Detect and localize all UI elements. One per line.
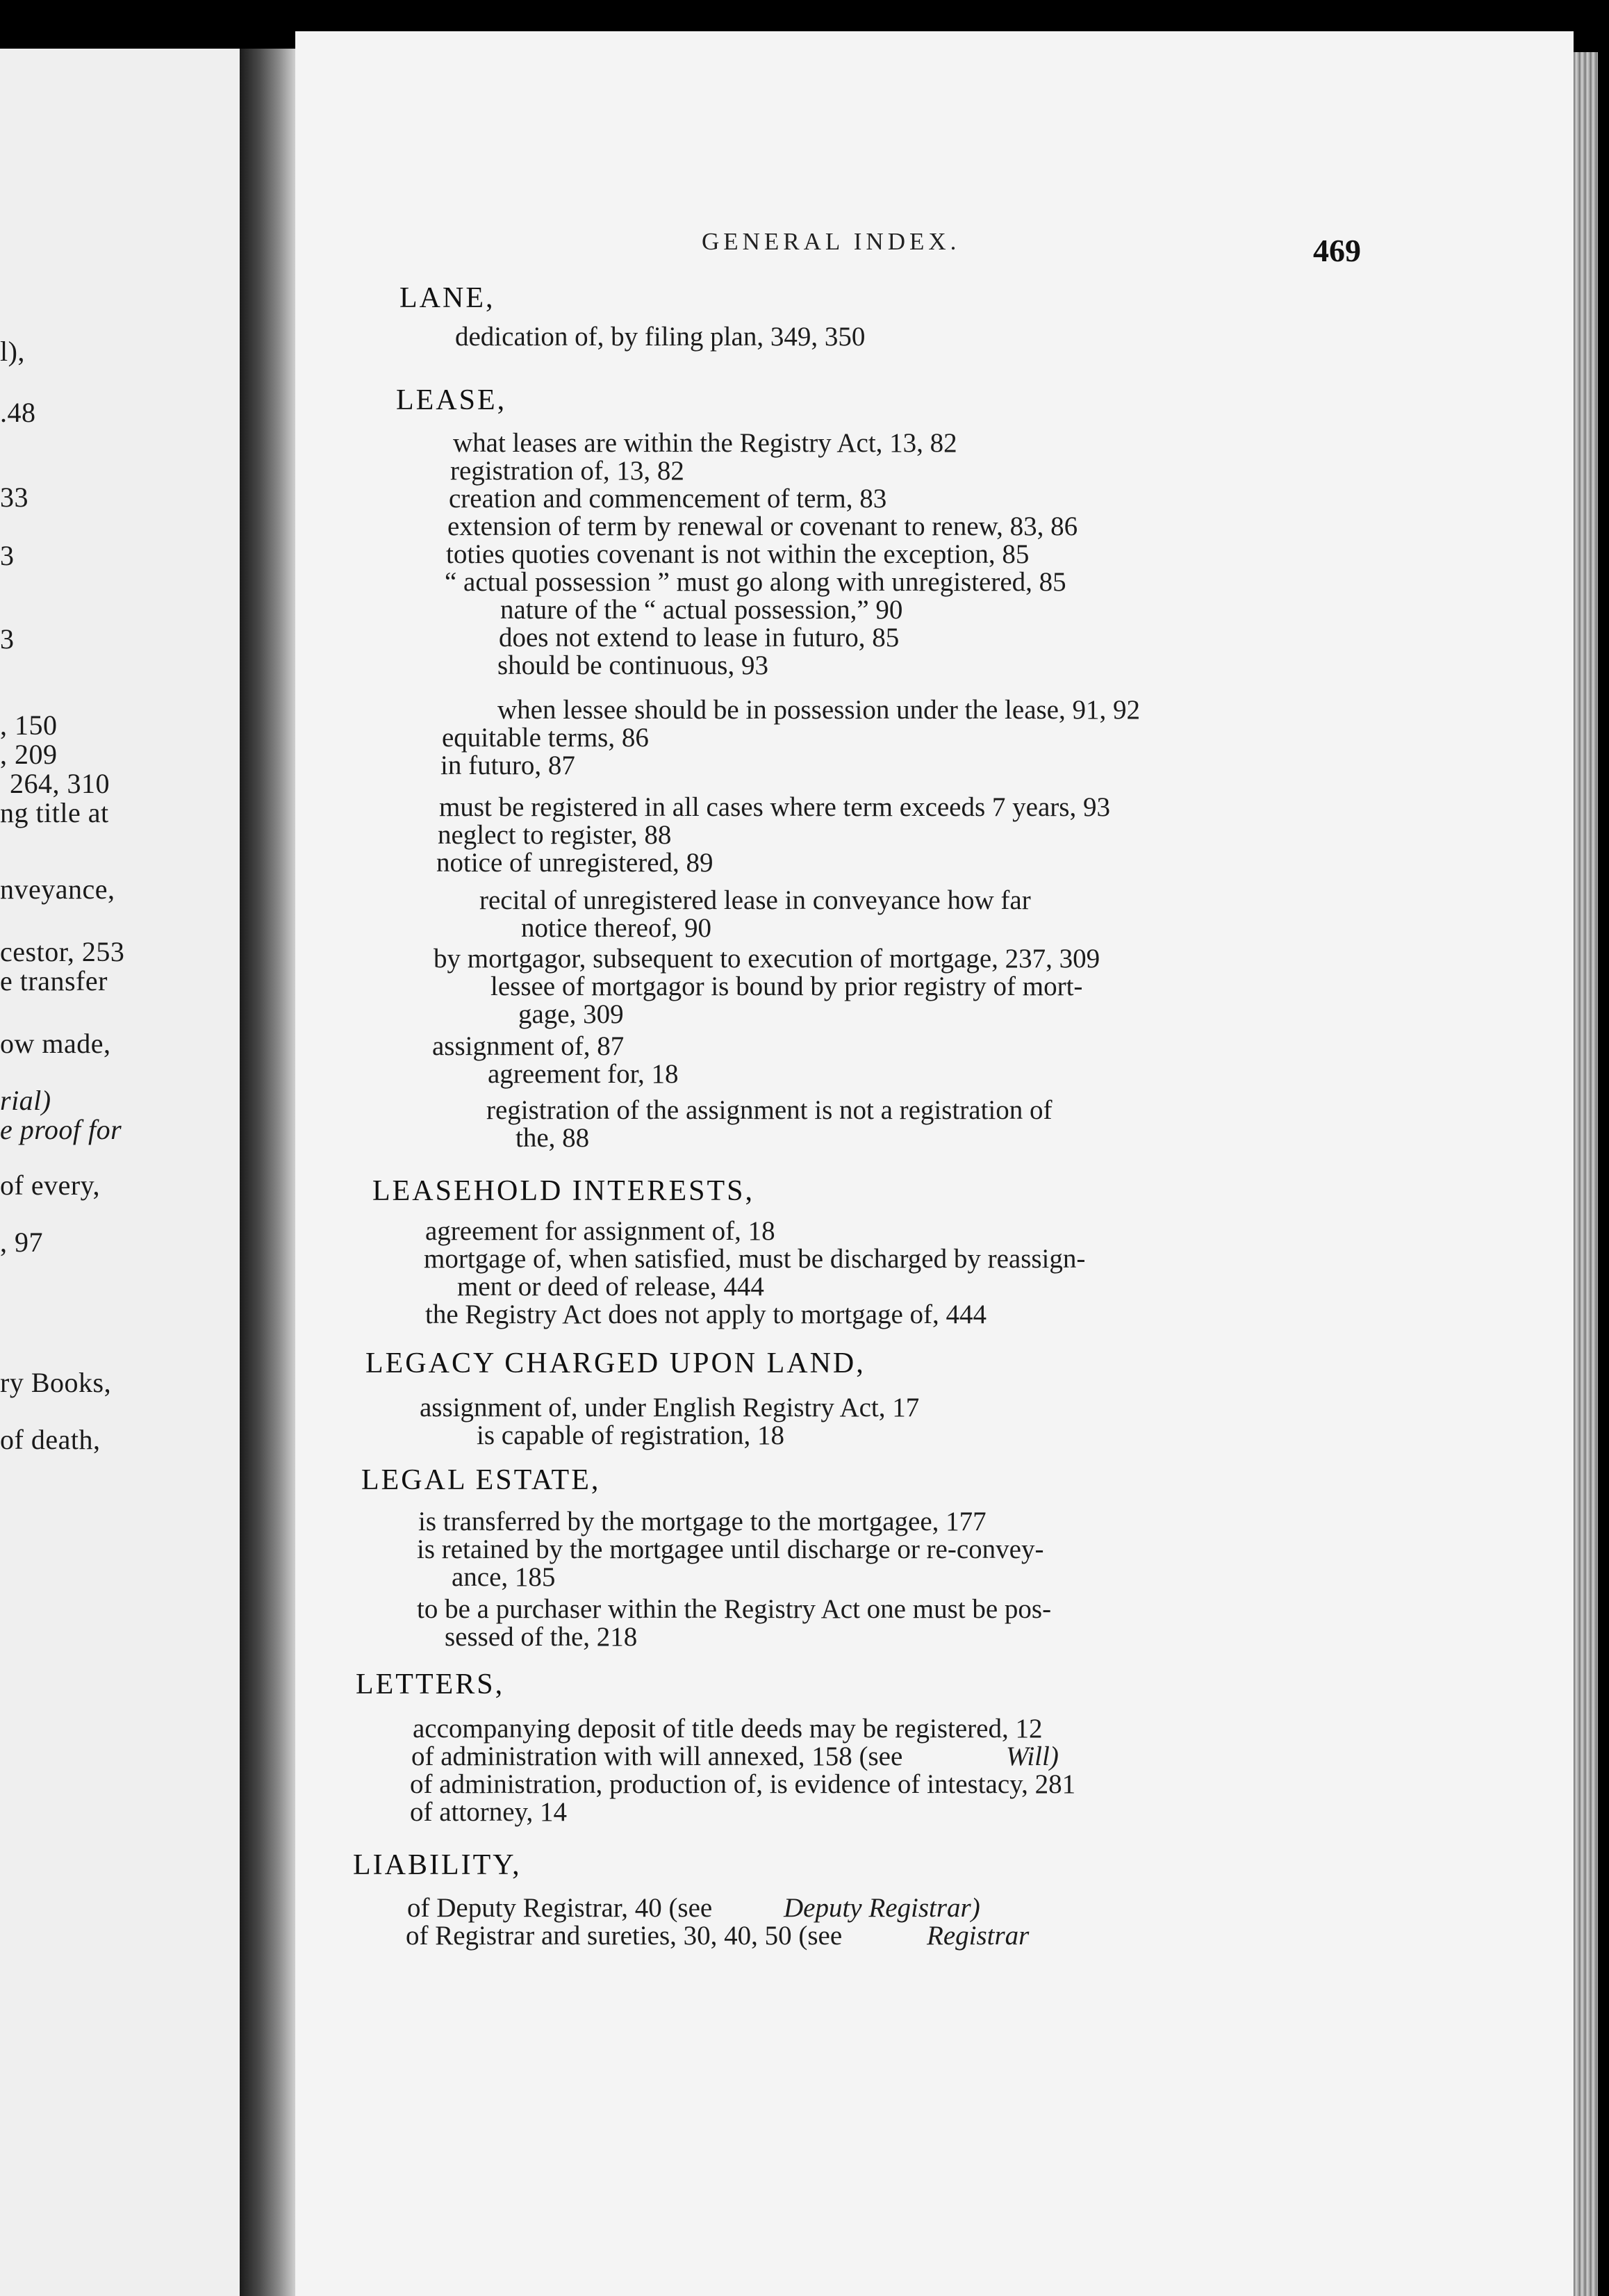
index-entry: what leases are within the Registry Act, 13, 82: [453, 428, 957, 458]
index-heading: LEASEHOLD INTERESTS,: [372, 1175, 754, 1207]
index-entry: in futuro, 87: [440, 751, 575, 780]
index-entry: must be registered in all cases where term exceeds 7 years, 93: [439, 792, 1110, 822]
index-entry: when lessee should be in possession under the lease, 91, 92: [497, 695, 1140, 725]
index-heading: LANE,: [399, 282, 495, 314]
left-facing-page: [0, 49, 240, 2296]
left-fragment: , 97: [0, 1227, 43, 1258]
index-entry: accompanying deposit of title deeds may be registered, 12: [413, 1714, 1043, 1744]
left-fragment: , 209: [0, 739, 58, 770]
index-entry: registration of, 13, 82: [450, 456, 684, 486]
index-entry: is capable of registration, 18: [477, 1420, 784, 1450]
left-fragment: of every,: [0, 1170, 101, 1201]
left-fragment: e transfer: [0, 965, 108, 997]
index-entry: of administration with will annexed, 158 (see: [411, 1741, 903, 1771]
index-heading: LETTERS,: [356, 1668, 505, 1700]
index-page: [295, 31, 1574, 2296]
index-entry: equitable terms, 86: [442, 723, 649, 753]
left-fragment: , 150: [0, 710, 58, 741]
index-entry: lessee of mortgagor is bound by prior registry of mort-: [490, 971, 1083, 1001]
left-fragment: 264, 310: [10, 768, 110, 799]
index-entry: recital of unregistered lease in conveyance how far: [479, 885, 1031, 915]
index-heading: LEGACY CHARGED UPON LAND,: [365, 1347, 866, 1379]
index-entry: creation and commencement of term, 83: [449, 484, 887, 514]
index-entry: agreement for, 18: [488, 1059, 679, 1089]
index-entry: does not extend to lease in futuro, 85: [499, 623, 900, 653]
index-entry: dedication of, by filing plan, 349, 350: [455, 322, 866, 352]
index-entry: sessed of the, 218: [445, 1622, 638, 1652]
index-heading: LEGAL ESTATE,: [361, 1464, 601, 1496]
left-fragment: ng title at: [0, 797, 109, 828]
left-fragment: cestor, 253: [0, 936, 125, 967]
page-edges: [1574, 52, 1598, 2296]
index-entry: mortgage of, when satisfied, must be discharged by reassign-: [424, 1244, 1086, 1274]
index-entry-italic: Will): [1006, 1741, 1059, 1771]
index-entry: the, 88: [515, 1123, 590, 1153]
left-fragment: .48: [0, 397, 36, 428]
index-entry: toties quoties covenant is not within the exception, 85: [446, 539, 1030, 569]
index-entry: gage, 309: [518, 999, 624, 1029]
index-entry: neglect to register, 88: [438, 820, 672, 850]
index-entry: of Registrar and sureties, 30, 40, 50 (see: [406, 1921, 843, 1951]
left-fragment: rial): [0, 1085, 51, 1116]
index-entry: is transferred by the mortgage to the mortgagee, 177: [418, 1507, 987, 1536]
left-fragment: 3: [0, 540, 15, 571]
index-entry: “ actual possession ” must go along with unregistered, 85: [445, 567, 1066, 597]
index-entry: registration of the assignment is not a registration of: [486, 1095, 1053, 1125]
index-entry: notice thereof, 90: [521, 913, 711, 943]
index-entry: ance, 185: [452, 1562, 556, 1592]
left-fragment: ow made,: [0, 1028, 111, 1059]
index-heading: LIABILITY,: [353, 1849, 522, 1881]
left-fragment: 33: [0, 482, 28, 513]
index-entry: agreement for assignment of, 18: [425, 1216, 775, 1246]
left-fragment: of death,: [0, 1424, 101, 1455]
book-gutter: [240, 49, 295, 2296]
index-entry: of Deputy Registrar, 40 (see: [407, 1893, 713, 1923]
index-entry: of administration, production of, is evidence of intestacy, 281: [410, 1769, 1076, 1799]
index-entry: nature of the “ actual possession,” 90: [500, 595, 903, 625]
index-entry: of attorney, 14: [410, 1797, 567, 1827]
index-entry-italic: Registrar: [927, 1921, 1030, 1951]
index-entry: is retained by the mortgagee until discharge or re-convey-: [417, 1534, 1044, 1564]
index-entry: extension of term by renewal or covenant to renew, 83, 86: [447, 511, 1078, 541]
index-entry: ment or deed of release, 444: [457, 1272, 764, 1302]
index-entry-italic: Deputy Registrar): [784, 1893, 980, 1923]
index-entry: assignment of, 87: [432, 1031, 625, 1061]
left-fragment: ry Books,: [0, 1367, 112, 1398]
index-entry: should be continuous, 93: [497, 650, 768, 680]
running-title: GENERAL INDEX.: [702, 228, 961, 255]
index-entry: the Registry Act does not apply to mortgage of, 444: [425, 1299, 987, 1329]
page-number: 469: [1313, 233, 1361, 268]
left-fragment: l),: [0, 336, 25, 367]
left-fragment: e proof for: [0, 1114, 122, 1145]
index-entry: assignment of, under English Registry Act, 17: [420, 1393, 920, 1422]
left-fragment: nveyance,: [0, 874, 115, 905]
index-heading: LEASE,: [396, 384, 507, 416]
index-entry: notice of unregistered, 89: [436, 848, 713, 878]
index-entry: by mortgagor, subsequent to execution of mortgage, 237, 309: [434, 944, 1100, 974]
index-entry: to be a purchaser within the Registry Act one must be pos-: [417, 1594, 1052, 1624]
left-fragment: 3: [0, 623, 15, 655]
